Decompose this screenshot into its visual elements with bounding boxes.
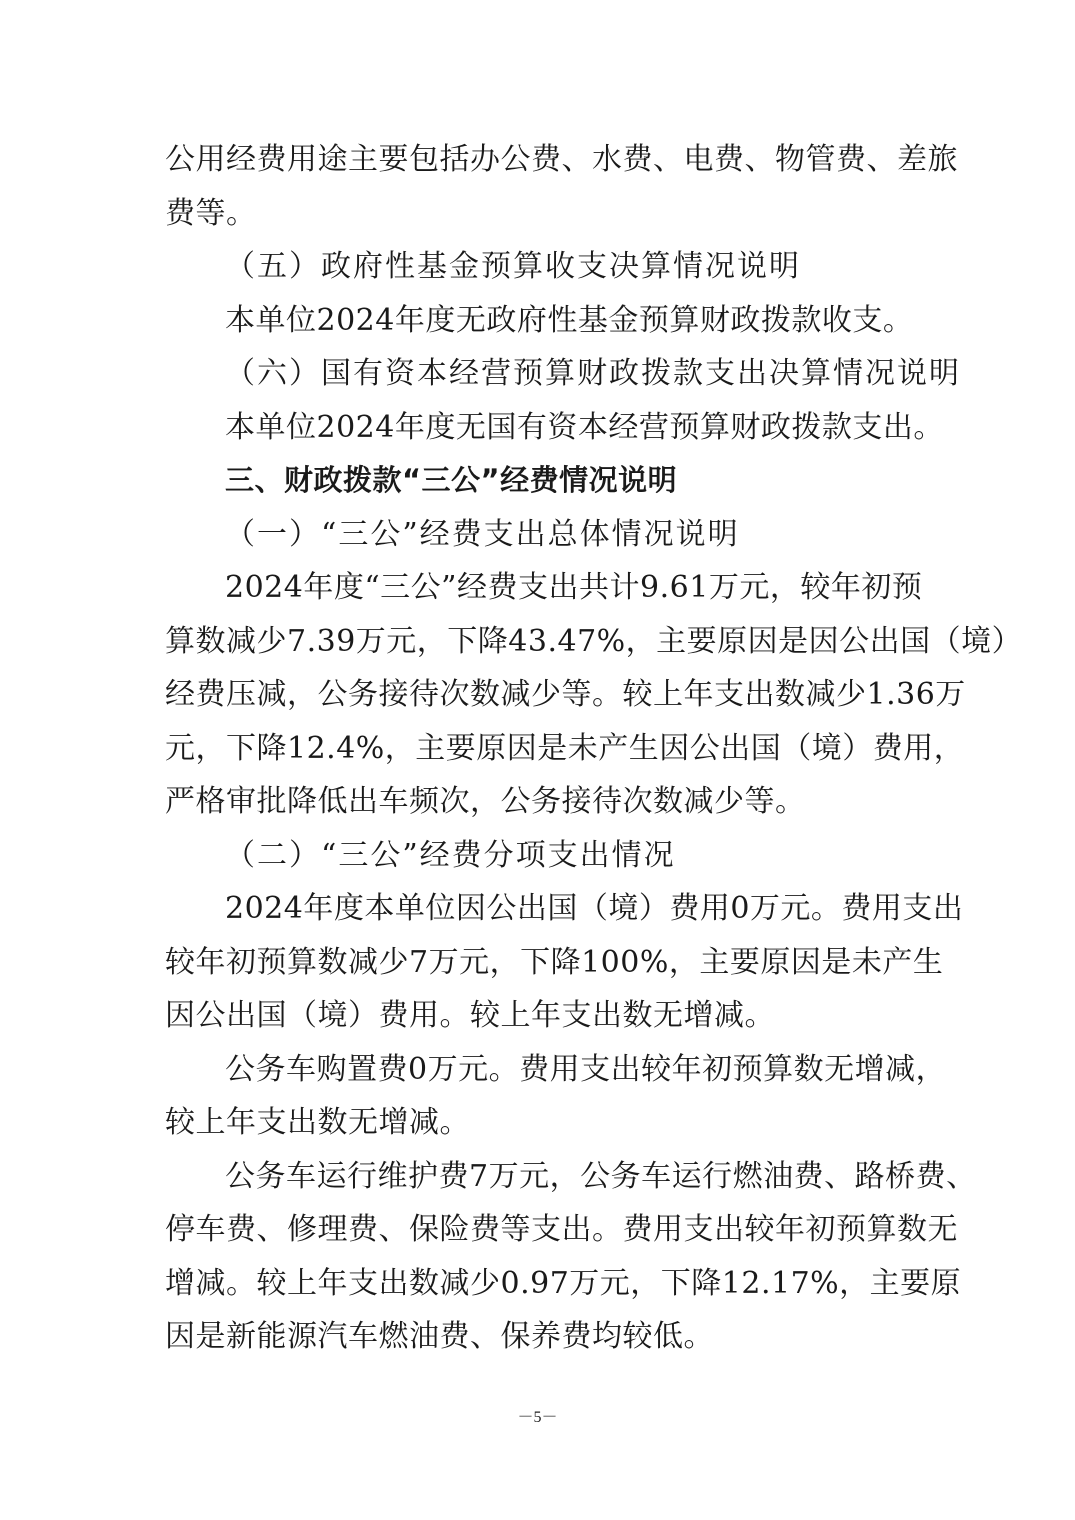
section-heading-1: （一）“三公”经费支出总体情况说明	[225, 516, 740, 552]
paragraph-line: 停车费、修理费、保险费等支出。费用支出较年初预算数无	[165, 1212, 958, 1247]
paragraph-line: 增减。较上年支出数减少0.97万元，下降12.17%，主要原	[165, 1265, 962, 1301]
paragraph-line: 本单位2024年度无国有资本经营预算财政拨款支出。	[225, 409, 944, 445]
chapter-heading-3: 三、财政拨款“三公”经费情况说明	[225, 463, 678, 497]
paragraph-line: 较上年支出数无增减。	[165, 1105, 470, 1140]
paragraph-line: 经费压减，公务接待次数减少等。较上年支出数减少1.36万	[165, 677, 966, 712]
section-heading-6: （六）国有资本经营预算财政拨款支出决算情况说明	[225, 356, 961, 391]
paragraph-line: 元，下降12.4%，主要原因是未产生因公出国（境）费用，	[165, 730, 965, 766]
paragraph-line: 费等。	[165, 195, 257, 231]
page-number: －5－	[517, 1409, 558, 1426]
paragraph-line: 因公出国（境）费用。较上年支出数无增减。	[165, 998, 775, 1033]
paragraph-line: 较年初预算数减少7万元，下降100%，主要原因是未产生	[165, 944, 944, 980]
paragraph-line: 2024年度本单位因公出国（境）费用0万元。费用支出	[225, 891, 964, 926]
paragraph-line: 严格审批降低出车频次，公务接待次数减少等。	[165, 784, 806, 819]
paragraph-line: 算数减少7.39万元，下降43.47%，主要原因是因公出国（境）	[165, 623, 1023, 659]
paragraph-line: 公务车购置费0万元。费用支出较年初预算数无增减，	[225, 1051, 947, 1087]
paragraph-line: 公务车运行维护费7万元，公务车运行燃油费、路桥费、	[225, 1158, 977, 1194]
paragraph-line: 本单位2024年度无政府性基金预算财政拨款收支。	[225, 302, 914, 338]
paragraph-line: 公用经费用途主要包括办公费、水费、电费、物管费、差旅	[165, 142, 958, 177]
paragraph-line: 因是新能源汽车燃油费、保养费均较低。	[165, 1319, 714, 1354]
paragraph-line: 2024年度“三公”经费支出共计9.61万元，较年初预	[225, 570, 923, 605]
body-text	[165, 133, 1023, 1364]
section-heading-5: （五）政府性基金预算收支决算情况说明	[225, 249, 801, 284]
section-heading-2: （二）“三公”经费分项支出情况	[225, 837, 676, 873]
